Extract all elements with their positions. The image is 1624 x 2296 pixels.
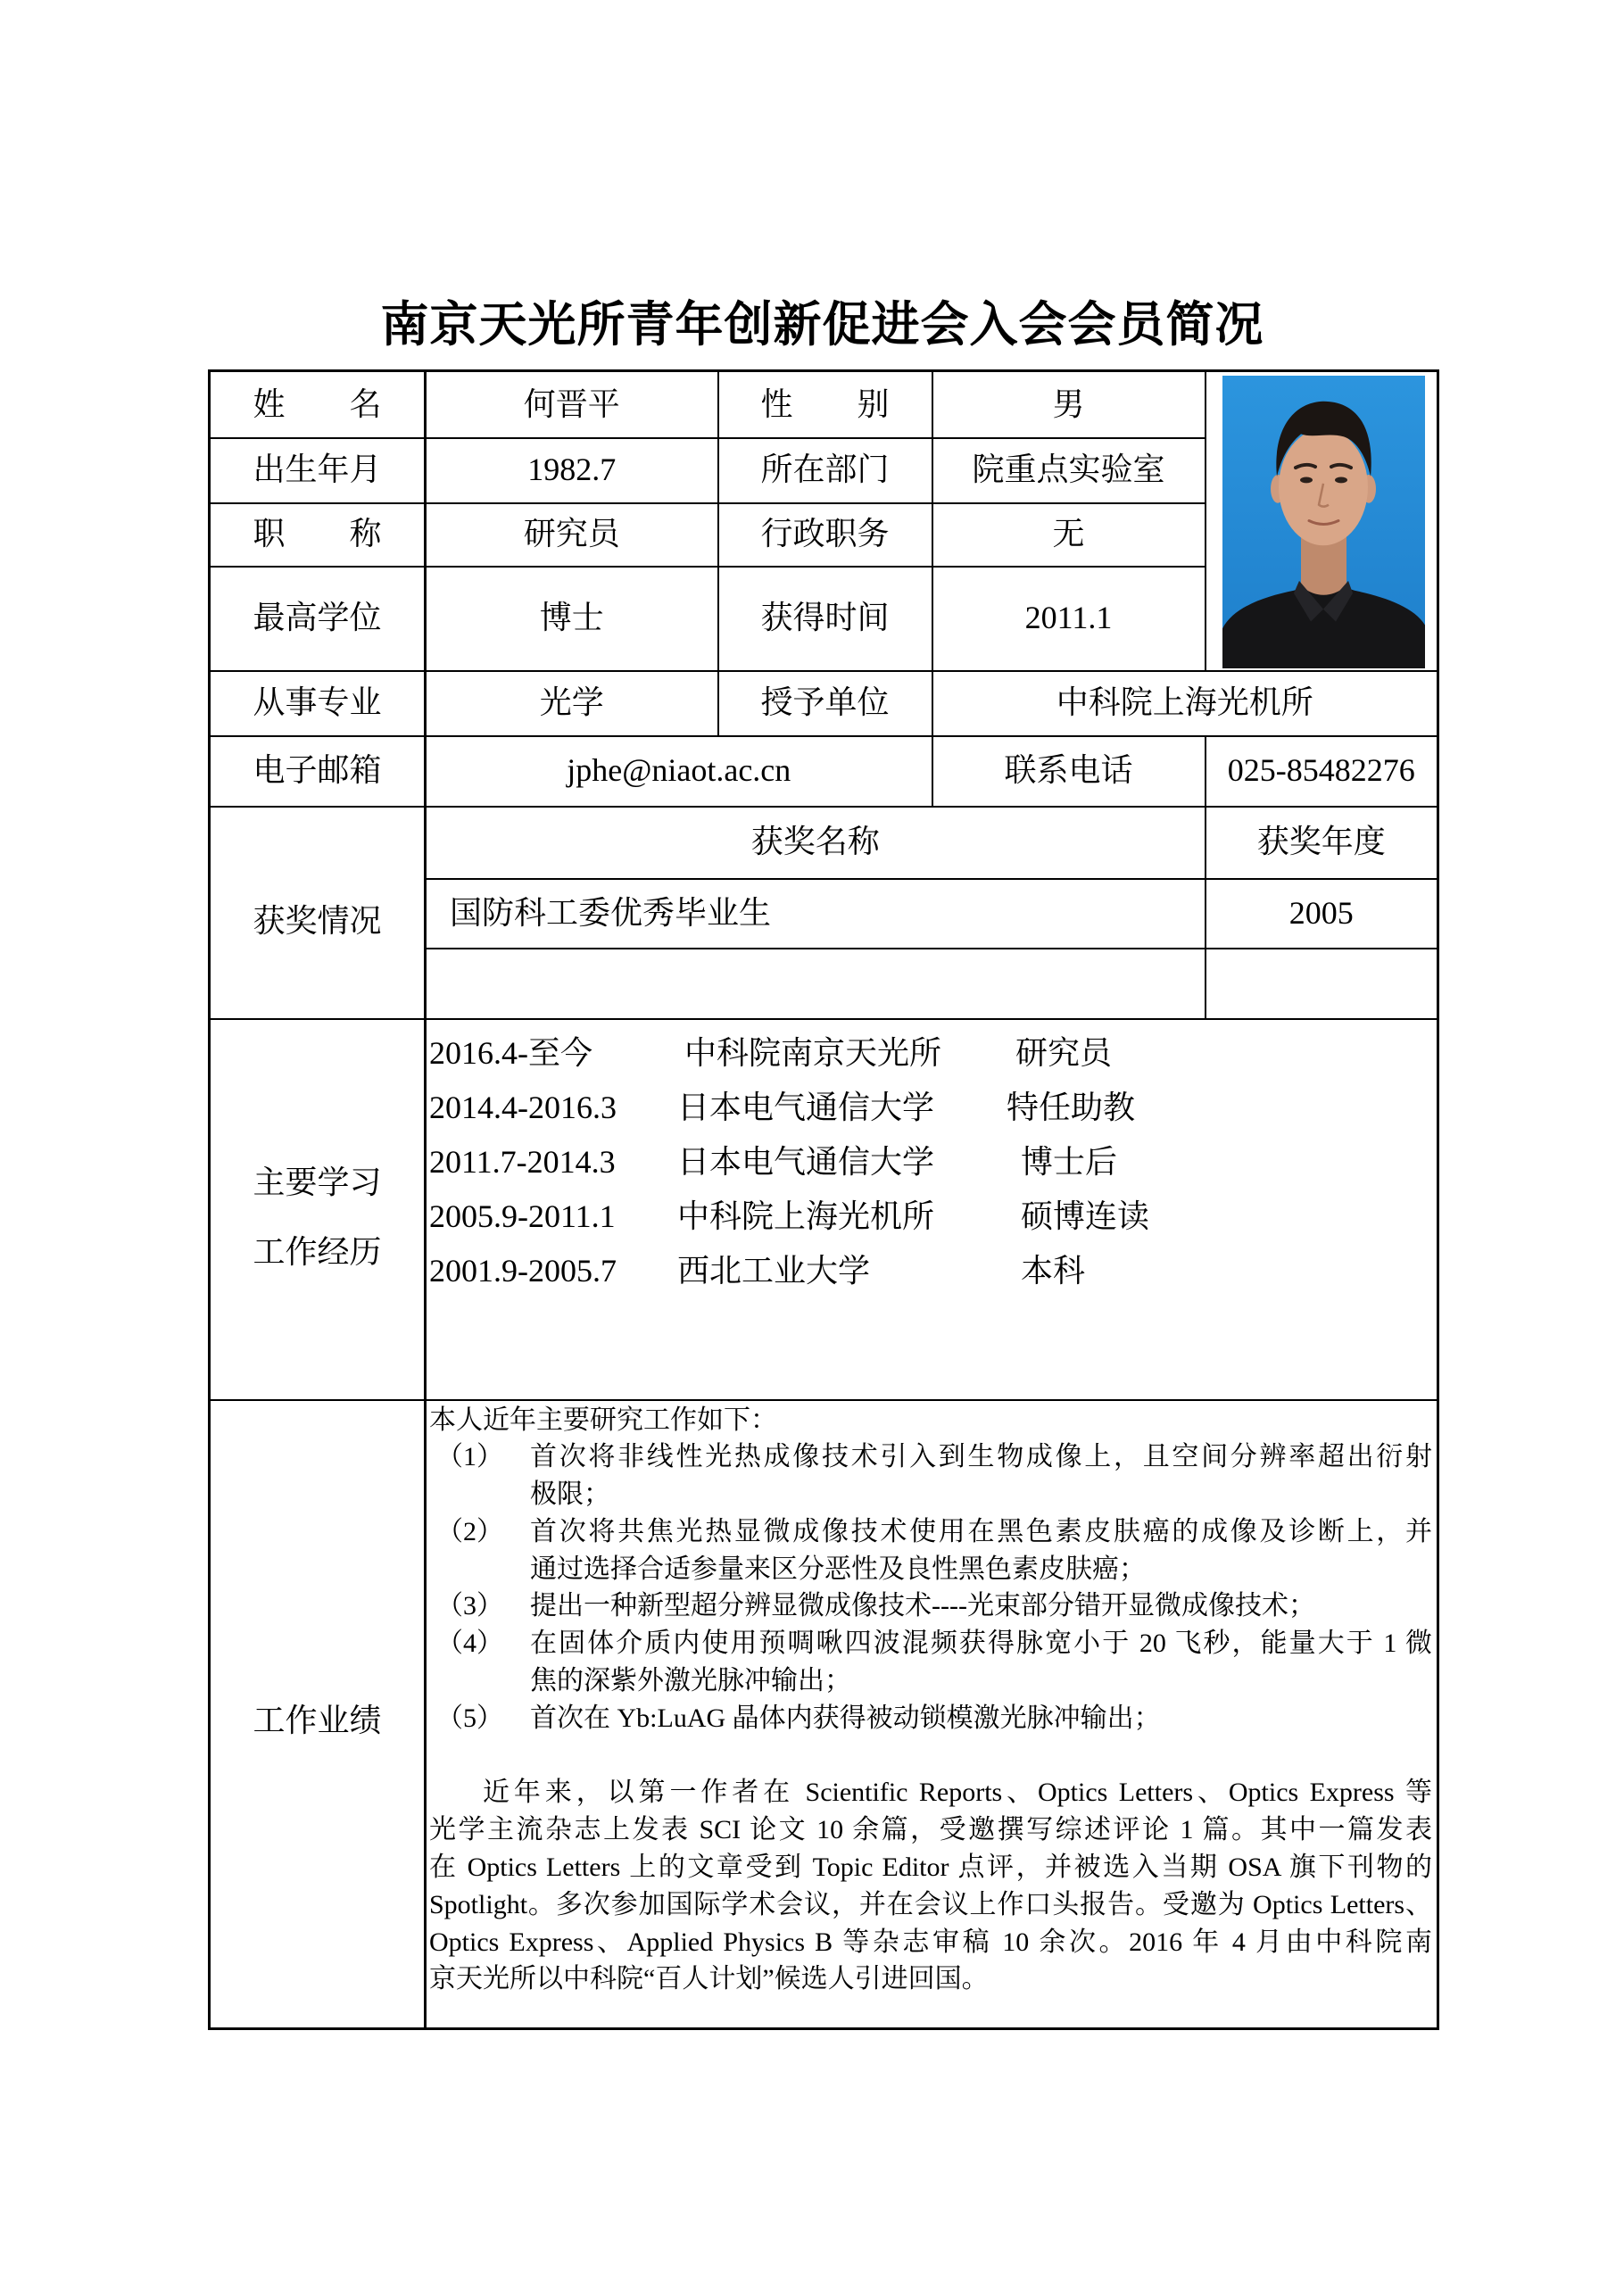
awards-header-row: [210, 807, 1438, 879]
name-label: 姓 名: [253, 385, 382, 422]
achievement-number: （4）: [436, 1629, 503, 1659]
summary-line: 近年来，以第一作者在 Scientific Reports、Optics Letters、Optics Express 等: [483, 1778, 1432, 1808]
achievements-label-cell: [210, 1400, 426, 2029]
phone-value: 025-85482276: [1206, 736, 1438, 807]
experience-label-line: 工作经历: [253, 1234, 382, 1270]
member-profile-form: [208, 369, 1439, 2030]
form-row-major: [210, 671, 1438, 736]
department-label-cell: [718, 438, 932, 503]
experience-position: 研究员: [1015, 1034, 1113, 1071]
experience-period: 2016.4-至今: [429, 1034, 592, 1071]
degree-date-label-cell: [718, 567, 932, 671]
achievement-item: [429, 1438, 1432, 1513]
award-year-header: 获奖年度: [1206, 807, 1438, 879]
major-value: 光学: [426, 671, 718, 736]
award-name-header: 获奖名称: [426, 807, 1206, 879]
birth-label: 出生年月: [253, 452, 382, 488]
email-label: 电子邮箱: [253, 752, 382, 789]
photo-cell: [1206, 371, 1438, 671]
experience-label-cell: [210, 1019, 426, 1400]
experience-position: 本科: [1021, 1252, 1086, 1289]
achievement-number: （3）: [436, 1591, 503, 1621]
grantor-label: 授予单位: [760, 684, 890, 721]
achievement-line: 在固体介质内使用预啁啾四波混频获得脉宽小于 20 飞秒，能量大于 1 微: [530, 1629, 1432, 1659]
achievement-line: 首次将非线性光热成像技术引入到生物成像上，且空间分辨率超出衍射: [530, 1442, 1432, 1472]
experience-position: 硕博连读: [1021, 1198, 1150, 1234]
experience-period: 2001.9-2005.7: [429, 1252, 617, 1289]
awards-label: 获奖情况: [253, 902, 382, 939]
achievements-label: 工作业绩: [253, 1703, 382, 1739]
experience-organization: 中科院上海光机所: [677, 1198, 935, 1234]
experience-period: 2014.4-2016.3: [429, 1089, 617, 1125]
experience-row-block: [210, 1019, 1438, 1400]
position-value: 研究员: [426, 503, 718, 567]
experience-entry: [429, 1081, 1437, 1135]
birth-value: 1982.7: [426, 438, 718, 503]
gender-label-cell: [718, 371, 932, 438]
phone-label: 联系电话: [1004, 752, 1133, 789]
experience-entry: [429, 1026, 1437, 1081]
achievement-line: 首次在 Yb:LuAG 晶体内获得被动锁模激光脉冲输出；: [530, 1703, 1161, 1733]
grantor-value: 中科院上海光机所: [932, 671, 1438, 736]
summary-line: Optics Express、Applied Physics B 等杂志审稿 10 余次。2016 年 4 月由中科院南: [429, 1927, 1432, 1957]
achievement-item: [429, 1700, 1432, 1737]
achievement-item: [429, 1513, 1432, 1588]
experience-organization: 西北工业大学: [677, 1252, 871, 1289]
achievement-item: [429, 1587, 1432, 1625]
experience-position: 特任助教: [1007, 1089, 1136, 1125]
email-label-cell: [210, 736, 426, 807]
degree-date-label: 获得时间: [760, 600, 890, 636]
achievement-line: 焦的深紫外激光脉冲输出；: [530, 1666, 851, 1696]
achievements-content: [426, 1400, 1438, 2029]
achievements-intro: 本人近年主要研究工作如下：: [429, 1405, 777, 1435]
achievement-line: 首次将共焦光热显微成像技术使用在黑色素皮肤癌的成像及诊断上，并: [530, 1516, 1432, 1546]
summary-line: 在 Optics Letters 上的文章受到 Topic Editor 点评，并被选入当期 OSA 旗下刊物的: [429, 1853, 1432, 1883]
degree-label: 最高学位: [253, 600, 382, 636]
award-year: [1206, 949, 1438, 1019]
form-row-contact: [210, 736, 1438, 807]
experience-organization: 日本电气通信大学: [677, 1089, 935, 1125]
achievement-number: （5）: [436, 1703, 503, 1733]
gender-value: 男: [932, 371, 1206, 438]
name-value: 何晋平: [426, 371, 718, 438]
department-value: 院重点实验室: [932, 438, 1206, 503]
achievement-number: （1）: [436, 1442, 503, 1472]
major-label: 从事专业: [253, 684, 382, 721]
summary-line: 光学主流杂志上发表 SCI 论文 10 余篇，受邀撰写综述评论 1 篇。其中一篇发表: [429, 1815, 1432, 1845]
experience-entry: [429, 1135, 1437, 1189]
department-label: 所在部门: [760, 452, 890, 488]
grantor-label-cell: [718, 671, 932, 736]
admin-label: 行政职务: [760, 516, 890, 552]
experience-period: 2011.7-2014.3: [429, 1143, 616, 1180]
summary-line: 京天光所以中科院“百人计划”候选人引进回国。: [429, 1964, 989, 1994]
major-label-cell: [210, 671, 426, 736]
achievement-line: 通过选择合适参量来区分恶性及良性黑色素皮肤癌；: [530, 1554, 1146, 1584]
award-year: 2005: [1206, 879, 1438, 949]
achievement-item: [429, 1625, 1432, 1700]
award-name: 国防科工委优秀毕业生: [426, 879, 1206, 949]
achievements-summary: [429, 1774, 1432, 1998]
form-row-name: [210, 371, 1438, 438]
position-label: 职 称: [253, 516, 382, 552]
admin-label-cell: [718, 503, 932, 567]
achievements-row: [210, 1400, 1438, 2029]
degree-value: 博士: [426, 567, 718, 671]
experience-period: 2005.9-2011.1: [429, 1198, 616, 1234]
achievement-number: （2）: [436, 1516, 503, 1546]
position-label-cell: [210, 503, 426, 567]
document-title: 南京天光所青年创新促进会入会会员简况: [380, 296, 1264, 352]
award-name: [426, 949, 1206, 1019]
experience-organization: 日本电气通信大学: [677, 1143, 935, 1180]
name-label-cell: [210, 371, 426, 438]
experience-entry: [429, 1189, 1437, 1244]
experience-organization: 中科院南京天光所: [684, 1034, 942, 1071]
achievement-line: 提出一种新型超分辨显微成像技术----光束部分错开显微成像技术；: [530, 1591, 1315, 1621]
gender-label: 性 别: [760, 385, 890, 422]
experience-position: 博士后: [1021, 1143, 1118, 1180]
portrait-photo: [1222, 376, 1425, 668]
birth-label-cell: [210, 438, 426, 503]
experience-label-line: 主要学习: [253, 1165, 382, 1200]
experience-entry: [429, 1244, 1437, 1298]
summary-line: Spotlight。多次参加国际学术会议，并在会议上作口头报告。受邀为 Optics Letters、: [429, 1889, 1432, 1919]
phone-label-cell: [932, 736, 1206, 807]
degree-label-cell: [210, 567, 426, 671]
experience-content: [426, 1019, 1438, 1400]
awards-label-cell: [210, 807, 426, 1019]
admin-value: 无: [932, 503, 1206, 567]
achievement-line: 极限；: [530, 1480, 610, 1510]
email-value: jphe@niaot.ac.cn: [426, 736, 932, 807]
degree-date-value: 2011.1: [932, 567, 1206, 671]
